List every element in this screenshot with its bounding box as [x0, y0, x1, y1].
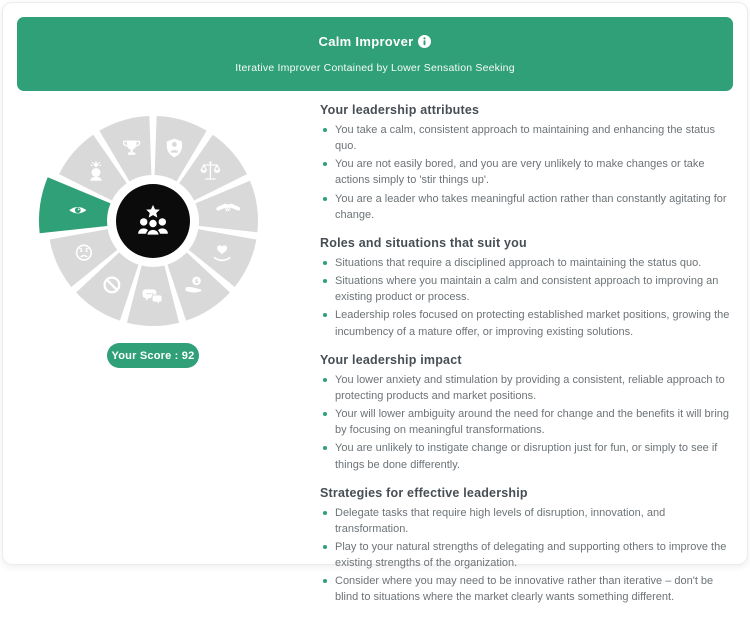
bullet-dot [323, 162, 327, 166]
bullet-dot [323, 511, 327, 515]
bullet-text: Delegate tasks that require high levels of disruption, innovation, and transformation. [335, 506, 666, 535]
type-banner [17, 17, 733, 91]
section-heading: Roles and situations that suit you [320, 235, 527, 250]
bullet-dot [323, 128, 327, 132]
section-heading: Your leadership attributes [320, 103, 480, 117]
bullet-dot [323, 446, 327, 450]
bullet-item [320, 273, 738, 305]
bullet-dot [323, 279, 327, 283]
bullet-item [320, 191, 738, 223]
info-icon[interactable] [418, 35, 431, 48]
bullet-dot [323, 313, 327, 317]
bullet-text: You lower anxiety and stimulation by providing a consistent, reliable approach to protecting products and market positions. [335, 373, 725, 402]
bullet-text: Your will lower ambiguity around the need for change and the benefits it will bring by focusing on meaningful transformations. [335, 408, 729, 437]
bullet-text: You take a calm, consistent approach to maintaining and enhancing the status quo. [335, 124, 715, 153]
bullet-item [320, 440, 738, 472]
score-badge [107, 343, 199, 368]
section-heading: Strategies for effective leadership [320, 485, 528, 500]
bullet-text: Consider where you may need to be innovative rather than iterative – don't be blind to situations where the market clearly wants something different. [335, 575, 714, 604]
bullet-text: Situations that require a disciplined approach to maintaining the status quo. [335, 256, 702, 269]
section [320, 486, 738, 606]
bullet-text: You are not easily bored, and you are very unlikely to make changes or take actions simply to 'stir things up'. [335, 158, 705, 187]
bullet-item [320, 505, 738, 537]
section [320, 236, 738, 340]
attribute-wheel [33, 101, 273, 341]
bullet-list [320, 505, 738, 606]
bullet-list [320, 122, 738, 223]
bullet-dot [323, 412, 327, 416]
type-title: Calm Improver [318, 34, 414, 49]
bullet-item [320, 573, 738, 605]
score-label: Your Score : 92 [111, 349, 195, 362]
type-subtitle: Iterative Improver Contained by Lower Sensation Seeking [235, 62, 515, 74]
bullet-dot [323, 261, 327, 265]
section [320, 353, 738, 473]
bullet-dot [323, 545, 327, 549]
bullet-text: Play to your natural strengths of delegating and supporting others to improve the existing strengths of the organization. [335, 540, 727, 570]
bullet-list [320, 255, 738, 340]
bullet-item [320, 156, 738, 188]
svg-text:$: $ [194, 278, 199, 286]
bullet-item [320, 307, 738, 339]
bullet-dot [323, 579, 327, 583]
bullet-item [320, 372, 738, 404]
bullet-list [320, 372, 738, 473]
bullet-text: Situations where you maintain a calm and consistent approach to improving an existing product or process. [335, 275, 719, 304]
bullet-item [320, 122, 738, 154]
section-heading: Your leadership impact [320, 352, 462, 367]
bullet-item [320, 406, 738, 438]
bullet-item [320, 255, 738, 271]
report-sections [320, 103, 738, 619]
section [320, 103, 738, 223]
bullet-text: Leadership roles focused on protecting established market positions, growing the incumbency of a mature offer, or improving existing solutions. [335, 309, 730, 338]
report-card [2, 2, 748, 604]
bullet-dot [323, 378, 327, 382]
bullet-dot [323, 197, 327, 201]
bullet-text: You are unlikely to instigate change or disruption just for fun, or simply to see if things be done differently. [335, 442, 718, 471]
bullet-item [320, 539, 738, 571]
bullet-text: You are a leader who takes meaningful action rather than constantly agitating for change. [335, 192, 727, 221]
